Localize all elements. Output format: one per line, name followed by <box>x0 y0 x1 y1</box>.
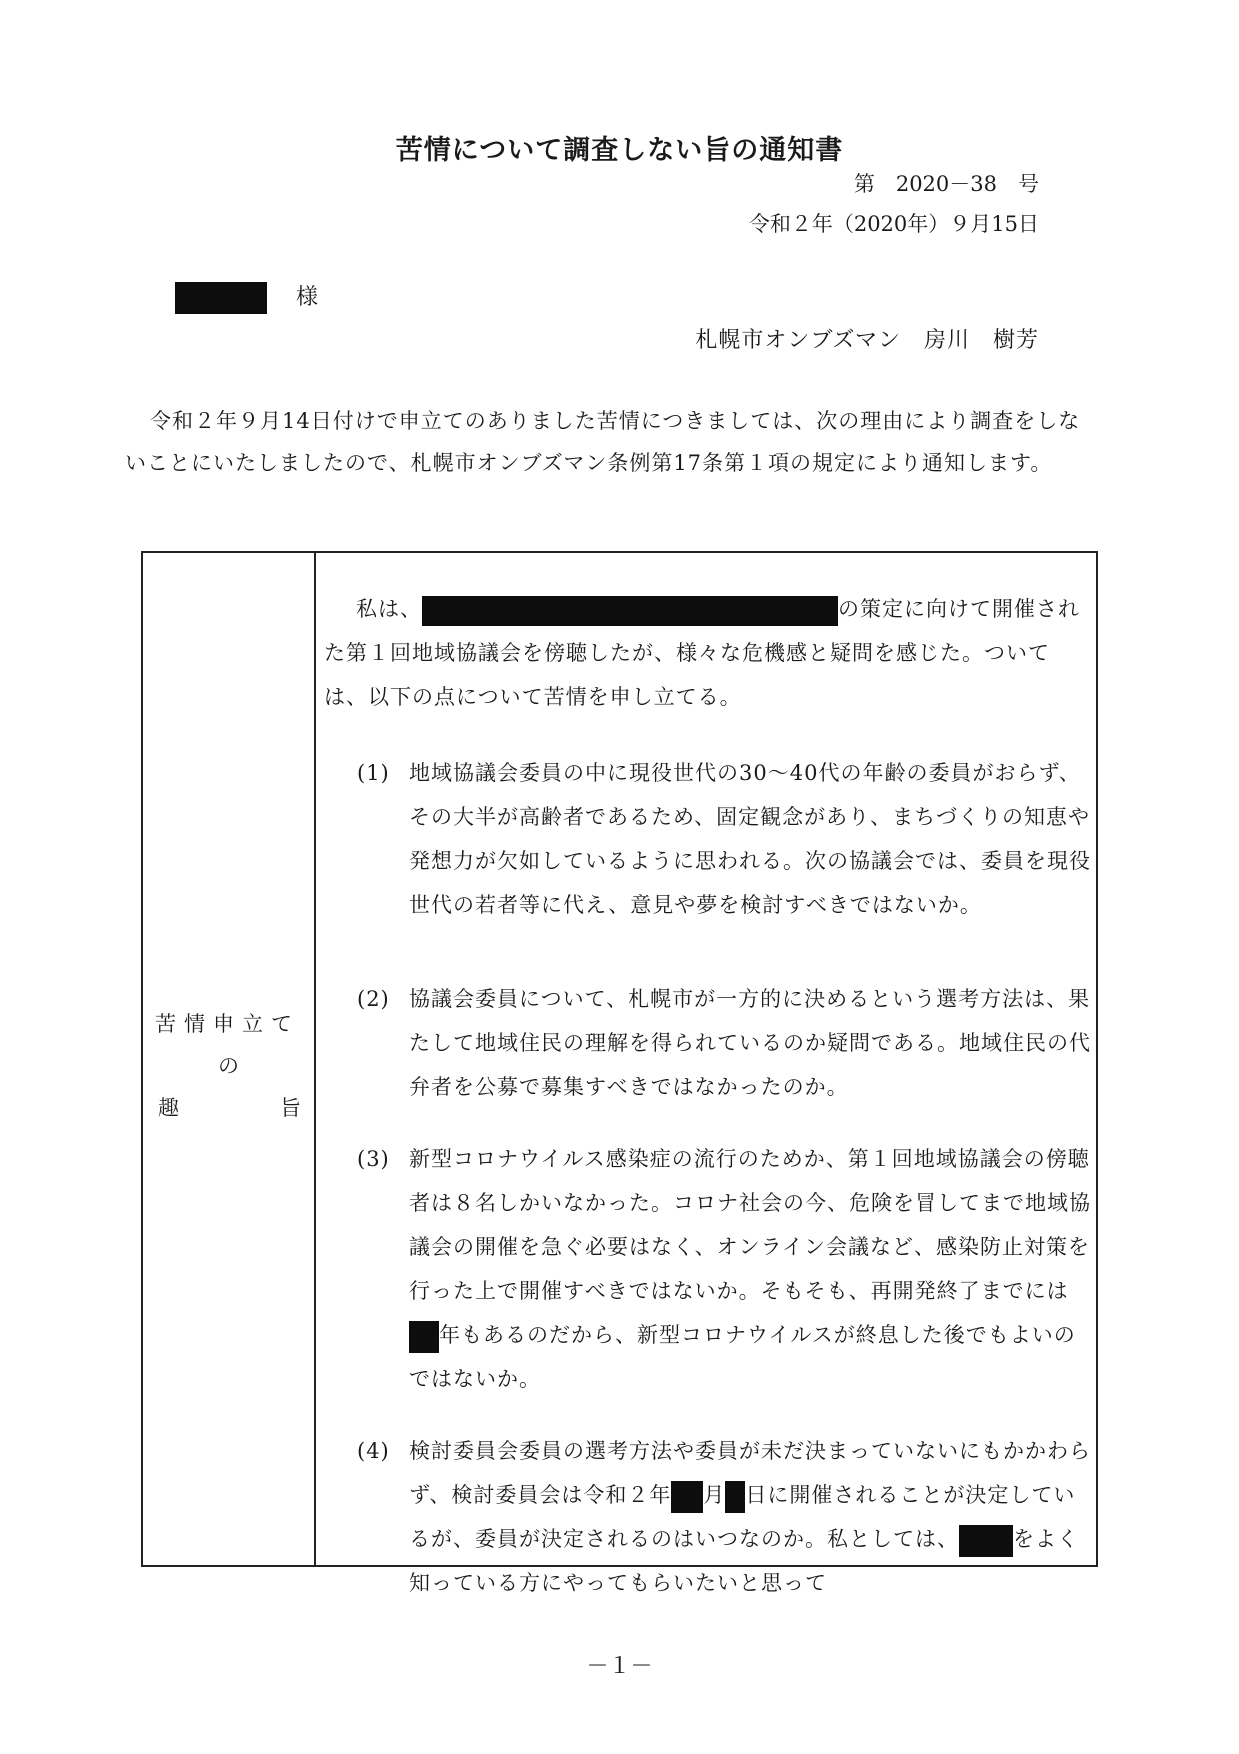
item-text <box>357 1429 1092 1605</box>
item-number: (1) <box>357 761 390 785</box>
heading-line-3b: 旨 <box>280 1096 301 1120</box>
complaint-table <box>141 551 1098 1595</box>
item-text <box>357 1137 1092 1401</box>
opening-paragraph <box>324 587 1092 719</box>
redaction-block <box>175 282 267 314</box>
redaction-block <box>725 1481 745 1513</box>
addressee-suffix: 様 <box>296 285 319 310</box>
item-text-b: 年もあるのだから、新型コロナウイルスが終息した後でもよいのではないか。 <box>409 1323 1076 1391</box>
item-text-b: 月 <box>703 1483 726 1507</box>
complaint-item-4 <box>357 1429 1092 1605</box>
redaction-block <box>959 1525 1013 1557</box>
redaction-block <box>422 596 838 626</box>
item-text: 地域協議会委員の中に現役世代の30～40代の年齢の委員がおらず、その大半が高齢者であるため、固定観念があり、まちづくりの知恵や発想力が欠如しているように思われる。次の協議会では、委員を現役世代の若者等に代え、意見や夢を検討すべきではないか。 <box>409 761 1091 917</box>
item-text-d: をよく知っている方にやってもらいたいと思って <box>409 1527 1079 1595</box>
addressee <box>175 280 318 314</box>
opening-post: の策定に向けて開催された第１回地域協議会を傍聴したが、様々な危機感と疑問を感じた。ついては、以下の点について苦情を申し立てる。 <box>324 597 1080 709</box>
item-text-c: 日に開催されることが決定しているが、委員が決定されるのはいつなのか。私としては、 <box>409 1483 1076 1551</box>
redaction-block <box>409 1321 439 1353</box>
heading-line-2: の <box>218 1054 239 1078</box>
opening-pre: 私は、 <box>356 597 422 621</box>
redaction-block <box>671 1481 703 1513</box>
page-number: －１－ <box>586 1654 653 1679</box>
intro-paragraph: 令和２年９月14日付けで申立てのありました苦情につきましては、次の理由により調査をしないことにいたしましたので、札幌市オンブズマン条例第17条第１項の規定により通知します。 <box>125 409 1081 475</box>
document-title: 苦情について調査しない旨の通知書 <box>395 135 844 166</box>
item-text-a: 検討委員会委員の選考方法や委員が未だ決まっていないにもかかわらず、検討委員会は令和２年 <box>409 1439 1091 1507</box>
complaint-item-2 <box>357 977 1092 1109</box>
item-number: (2) <box>357 987 390 1011</box>
heading-line-3a: 趣 <box>158 1096 179 1120</box>
complaint-summary-content <box>315 553 1100 1595</box>
document-number: 第 2020－38 号 <box>853 172 1039 196</box>
complaint-item-1 <box>357 751 1092 927</box>
item-number: (3) <box>357 1147 390 1171</box>
item-text: 協議会委員について、札幌市が一方的に決めるという選考方法は、果たして地域住民の理解を得られているのか疑問である。地域住民の代弁者を公募で募集すべきではなかったのか。 <box>409 987 1091 1099</box>
complaint-summary-heading <box>143 553 314 1565</box>
complaint-item-3 <box>357 1137 1092 1401</box>
sender-name: 札幌市オンブズマン 房川 樹芳 <box>695 328 1039 353</box>
item-number: (4) <box>357 1439 390 1463</box>
document-date: 令和２年（2020年）９月15日 <box>748 212 1039 236</box>
heading-line-1: 苦情申立て <box>155 1012 300 1036</box>
item-text-a: 新型コロナウイルス感染症の流行のためか、第１回地域協議会の傍聴者は８名しかいなかった。コロナ社会の今、危険を冒してまで地域協議会の開催を急ぐ必要はなく、オンライン会議など、感染防止対策を行った上で開催すべきではないか。そもそも、再開発終了までには <box>409 1147 1091 1303</box>
